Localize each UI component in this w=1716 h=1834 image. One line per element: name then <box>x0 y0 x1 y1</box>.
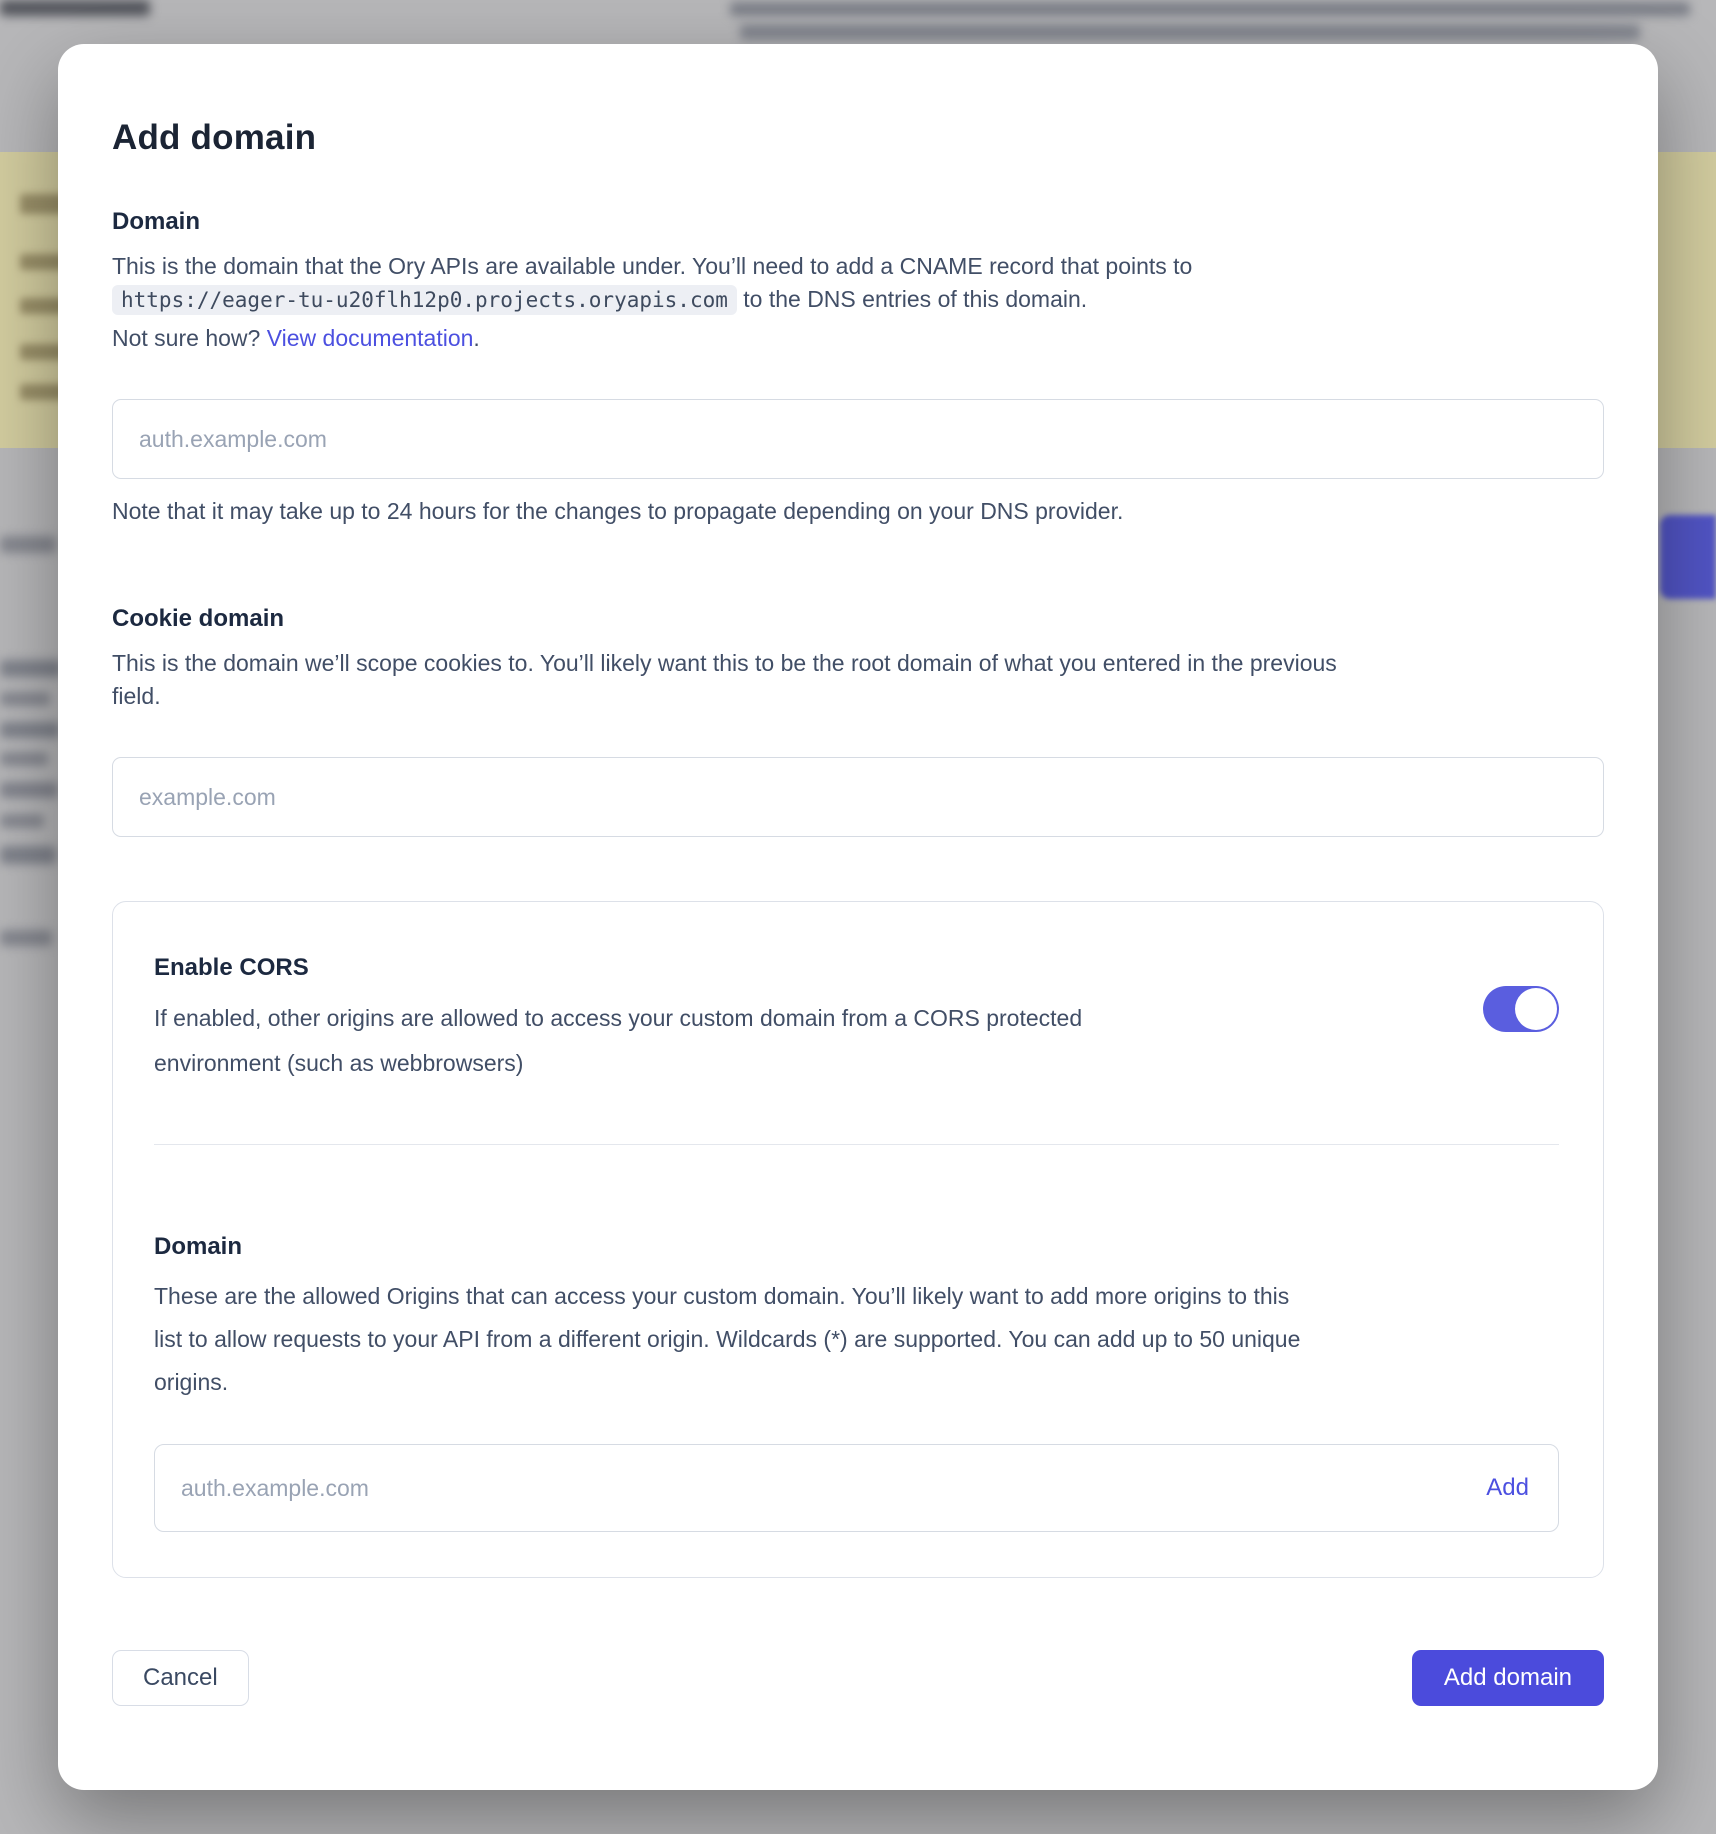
background-text-blob <box>0 752 48 766</box>
background-text-blob <box>0 722 60 738</box>
cancel-button[interactable]: Cancel <box>112 1650 249 1706</box>
enable-cors-description: If enabled, other origins are allowed to access your custom domain from a CORS protected environment (such as webbrowsers) <box>154 1005 1083 1076</box>
card-divider <box>154 1144 1559 1145</box>
add-domain-dialog <box>58 44 1658 1790</box>
documentation-help-line <box>112 321 1604 355</box>
view-documentation-link[interactable]: View documentation <box>266 325 474 351</box>
background-text-blob <box>0 0 150 16</box>
help-suffix: . <box>473 325 480 351</box>
help-text: Not sure how? <box>112 325 261 351</box>
add-origin-button[interactable]: Add <box>1486 1474 1529 1501</box>
domain-description-after: to the DNS entries of this domain. <box>743 286 1088 312</box>
cookie-domain-description: This is the domain we’ll scope cookies to. You’ll likely want this to be the root domain of what you entered in the previous field. <box>112 650 1337 709</box>
domain-input[interactable] <box>112 399 1604 479</box>
background-text-blob <box>740 24 1640 40</box>
background-text-blob <box>0 930 52 946</box>
enable-cors-label: Enable CORS <box>154 954 309 981</box>
background-primary-button <box>1660 515 1716 599</box>
cookie-domain-section <box>112 605 1604 837</box>
origins-field-label: Domain <box>154 1233 243 1260</box>
cname-target-url: https://eager-tu-u20flh12p0.projects.oryapis.com <box>112 285 737 315</box>
background-text-blob <box>0 846 56 864</box>
dialog-footer <box>112 1650 1604 1706</box>
domain-description <box>112 250 1342 317</box>
background-text-blob <box>0 692 50 706</box>
background-text-blob <box>730 2 1690 16</box>
domain-field-label: Domain <box>112 208 201 235</box>
origin-input[interactable] <box>154 1444 1559 1532</box>
enable-cors-toggle[interactable] <box>1483 986 1559 1032</box>
background-text-blob <box>0 814 44 828</box>
cors-text-block <box>154 954 1154 1086</box>
add-domain-button[interactable]: Add domain <box>1412 1650 1604 1706</box>
cors-settings-card <box>112 901 1604 1578</box>
background-text-blob <box>0 536 56 553</box>
allowed-origins-section <box>154 1233 1559 1532</box>
domain-section <box>112 208 1604 527</box>
toggle-knob <box>1515 988 1557 1030</box>
origin-input-group <box>154 1444 1559 1532</box>
cookie-domain-input[interactable] <box>112 757 1604 837</box>
dns-propagation-note: Note that it may take up to 24 hours for the changes to propagate depending on your DNS provider. <box>112 498 1124 524</box>
background-text-blob <box>0 782 58 798</box>
origins-description: These are the allowed Origins that can access your custom domain. You’ll likely want to add more origins to this list to allow requests to your API from a different origin. Wildcards (*) are supported. You can add up to 50 unique origins. <box>154 1283 1301 1395</box>
background-text-blob <box>0 660 62 677</box>
domain-description-before: This is the domain that the Ory APIs are available under. You’ll need to add a CNAME record that points to <box>112 253 1193 279</box>
cookie-domain-label: Cookie domain <box>112 605 285 632</box>
dialog-title: Add domain <box>112 118 317 157</box>
